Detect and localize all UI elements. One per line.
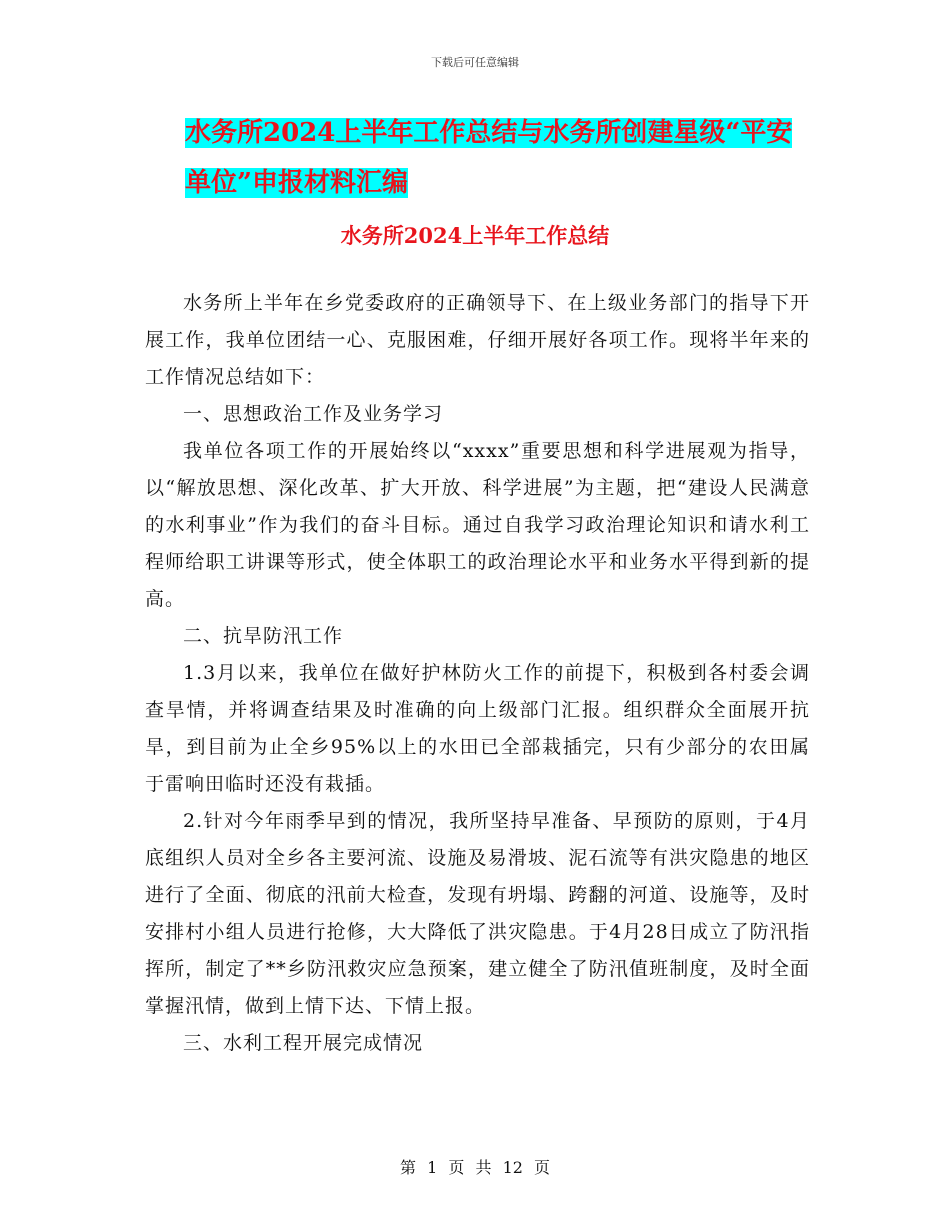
paragraph-intro: 水务所上半年在乡党委政府的正确领导下、在上级业务部门的指导下开展工作，我单位团结一心、克服困难，仔细开展好各项工作。现将半年来的工作情况总结如下： bbox=[145, 292, 810, 388]
heading-political-work: 一、思想政治工作及业务学习 bbox=[183, 403, 444, 425]
footer-total-pages: 12 bbox=[502, 1158, 523, 1177]
footer-suffix: 页 bbox=[534, 1158, 551, 1177]
footer-page-number: 1 bbox=[427, 1158, 438, 1177]
document-title-line-1: 水务所2024上半年工作总结与水务所创建星级“平安 bbox=[185, 118, 793, 148]
header-note: 下载后可任意编辑 bbox=[431, 56, 519, 69]
footer-page-label: 页 bbox=[448, 1158, 465, 1177]
paragraph-flood: 2.针对今年雨季早到的情况，我所坚持早准备、早预防的原则，于4月底组织人员对全乡各主要河流、设施及易滑坡、泥石流等有洪灾隐患的地区进行了全面、彻底的汛前大检查，发现有坍塌、跨翻的河道、设施等，及时安排村小组人员进行抢修，大大降低了洪灾隐患。于4月28日成立了防汛指挥所，制定了**乡防汛救灾应急预案，建立健全了防汛值班制度，及时全面掌握汛情，做到上情下达、下情上报。 bbox=[145, 810, 810, 1017]
document-title-line-2: 单位”申报材料汇编 bbox=[185, 168, 408, 198]
page-footer bbox=[0, 1155, 950, 1178]
heading-water-projects: 三、水利工程开展完成情况 bbox=[183, 1032, 424, 1054]
document-title bbox=[185, 108, 825, 208]
section-title: 水务所2024上半年工作总结 bbox=[340, 223, 610, 248]
paragraph-political-work: 我单位各项工作的开展始终以“xxxx”重要思想和科学进展观为指导，以“解放思想、深化改革、扩大开放、科学进展”为主题，把“建设人民满意的水利事业”作为我们的奋斗目标。通过自我学习政治理论知识和请水利工程师给职工讲课等形式，使全体职工的政治理论水平和业务水平得到新的提高。 bbox=[145, 440, 810, 610]
footer-prefix: 第 bbox=[399, 1158, 416, 1177]
heading-flood-drought: 二、抗旱防汛工作 bbox=[183, 625, 344, 647]
paragraph-drought: 1.3月以来，我单位在做好护林防火工作的前提下，积极到各村委会调查旱情，并将调查结果及时准确的向上级部门汇报。组织群众全面展开抗旱，到目前为止全乡95%以上的水田已全部栽插完，只有少部分的农田属于雷响田临时还没有栽插。 bbox=[145, 662, 810, 795]
document-body bbox=[145, 285, 810, 1062]
footer-total-label: 共 bbox=[475, 1158, 492, 1177]
